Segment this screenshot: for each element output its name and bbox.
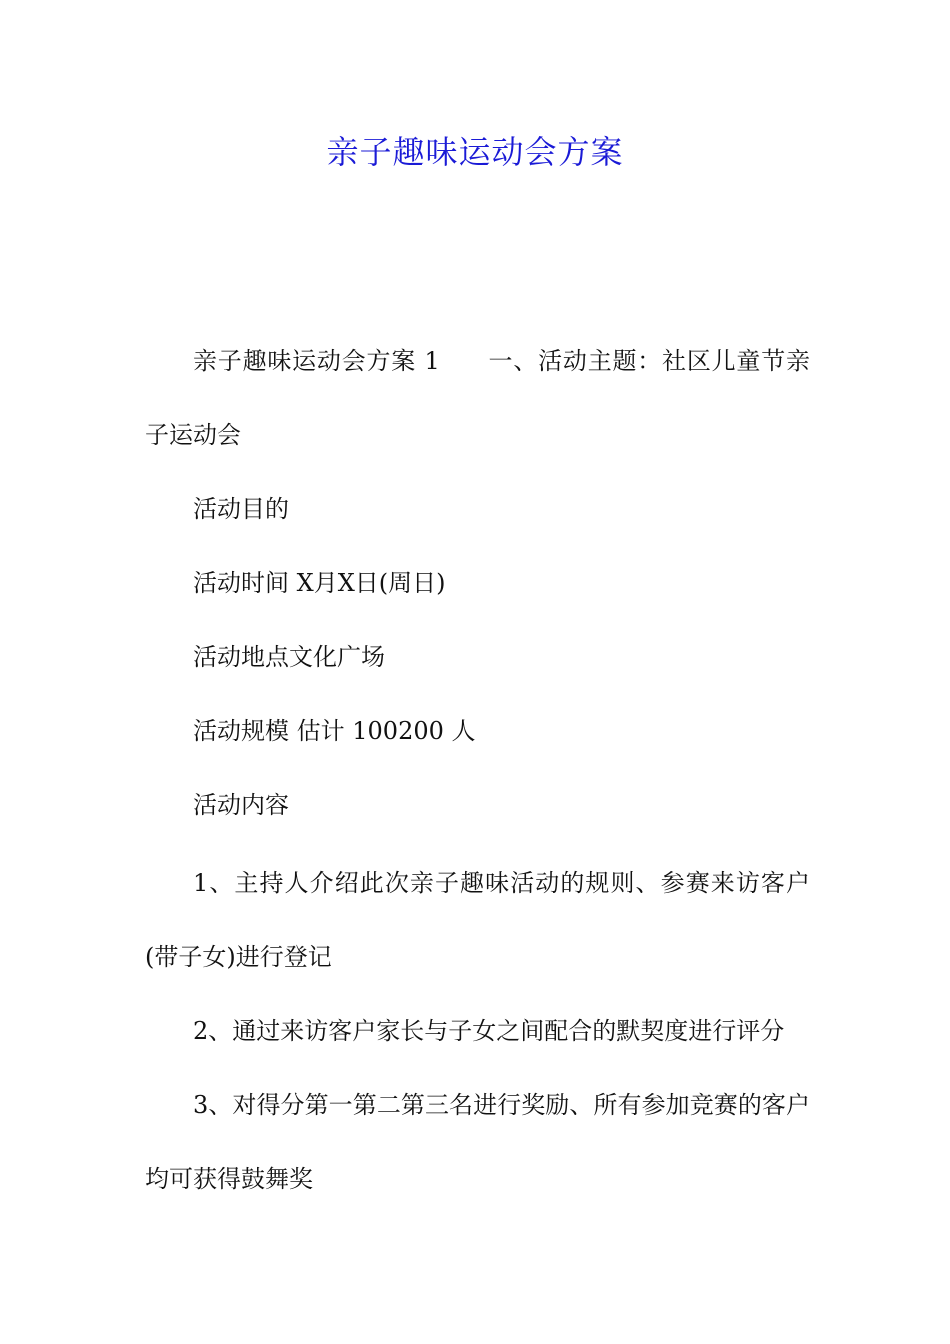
paragraph-4: 活动地点文化广场	[193, 643, 385, 671]
paragraph-text: 一、活动主题：社区儿童节亲子运动会	[145, 347, 810, 449]
paragraph-3: 活动时间 X月X日(周日)	[193, 569, 446, 597]
paragraph-9: 3、对得分第一第二第三名进行奖励、所有参加竞赛的客户均可获得鼓舞奖	[145, 1091, 810, 1193]
paragraph-6: 活动内容	[193, 791, 289, 819]
paragraph-5: 活动规模 估计 100200 人	[193, 717, 476, 745]
paragraph-7: 1、主持人介绍此次亲子趣味活动的规则、参赛来访客户(带子女)进行登记	[145, 869, 810, 971]
paragraph-2: 活动目的	[193, 495, 289, 523]
paragraph-1	[145, 324, 810, 472]
paragraph-8: 2、通过来访客户家长与子女之间配合的默契度进行评分	[193, 1017, 785, 1045]
document-title: 亲子趣味运动会方案	[326, 133, 624, 171]
paragraph-lead: 亲子趣味运动会方案 1	[193, 347, 440, 375]
